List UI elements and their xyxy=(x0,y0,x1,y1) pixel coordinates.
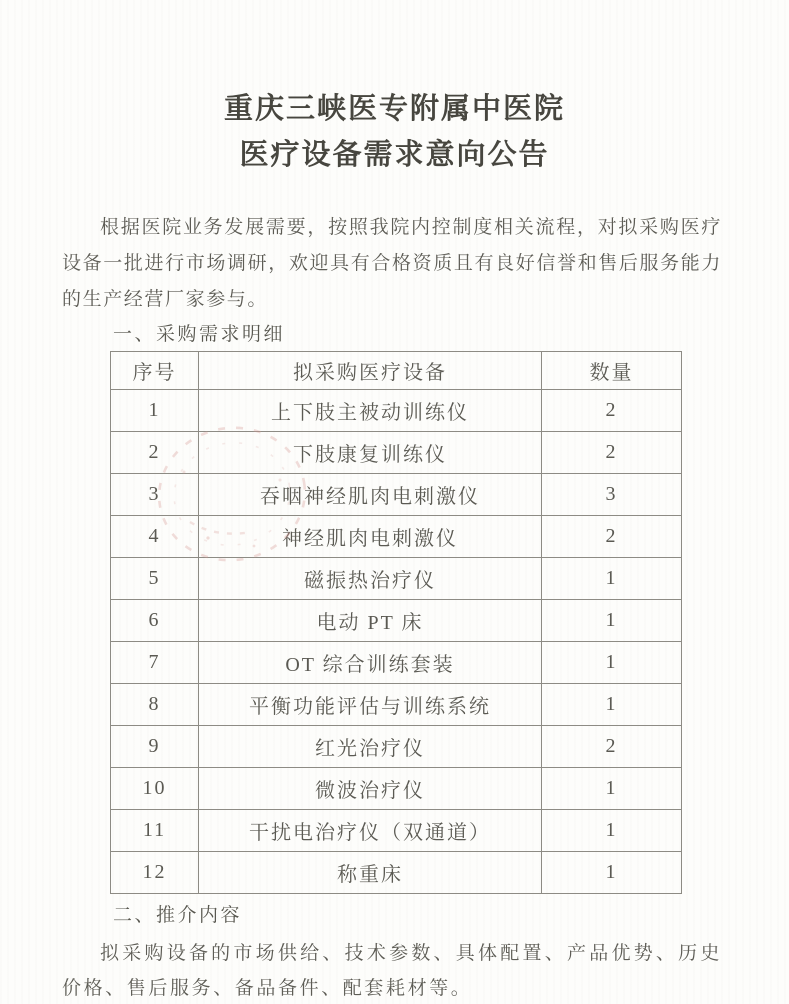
quantity-cell: 3 xyxy=(542,474,682,516)
device-cell: 电动 PT 床 xyxy=(199,600,542,642)
table-row xyxy=(111,390,682,432)
section-promotion-heading: 二、推介内容 xyxy=(113,905,243,926)
table-row xyxy=(111,768,682,810)
device-cell: 干扰电治疗仪（双通道） xyxy=(199,810,542,852)
serial-cell: 9 xyxy=(111,726,199,768)
table-row xyxy=(111,432,682,474)
quantity-cell: 2 xyxy=(542,390,682,432)
serial-cell: 2 xyxy=(111,432,199,474)
device-cell: 称重床 xyxy=(199,852,542,894)
quantity-cell: 2 xyxy=(542,726,682,768)
quantity-cell: 1 xyxy=(542,810,682,852)
device-cell: 吞咽神经肌肉电刺激仪 xyxy=(199,474,542,516)
serial-cell: 6 xyxy=(111,600,199,642)
serial-cell: 3 xyxy=(111,474,199,516)
serial-cell: 11 xyxy=(111,810,199,852)
promotion-paragraph: 拟采购设备的市场供给、技术参数、具体配置、产品优势、历史价格、售后服务、备品备件、配套耗材等。 xyxy=(62,943,722,999)
quantity-cell: 1 xyxy=(542,768,682,810)
document-title-line1: 重庆三峡医专附属中医院 xyxy=(223,93,565,125)
device-cell: 下肢康复训练仪 xyxy=(199,432,542,474)
serial-cell: 7 xyxy=(111,642,199,684)
table-row xyxy=(111,558,682,600)
document-title xyxy=(0,86,789,178)
procurement-table xyxy=(110,351,682,894)
device-cell: 红光治疗仪 xyxy=(199,726,542,768)
serial-cell: 10 xyxy=(111,768,199,810)
table-row xyxy=(111,516,682,558)
serial-cell: 1 xyxy=(111,390,199,432)
serial-cell: 4 xyxy=(111,516,199,558)
serial-cell: 8 xyxy=(111,684,199,726)
table-row xyxy=(111,642,682,684)
device-cell: 神经肌肉电刺激仪 xyxy=(199,516,542,558)
quantity-cell: 1 xyxy=(542,684,682,726)
table-row xyxy=(111,600,682,642)
serial-cell: 5 xyxy=(111,558,199,600)
device-cell: 磁振热治疗仪 xyxy=(199,558,542,600)
table-row xyxy=(111,810,682,852)
table-header-row xyxy=(111,352,682,390)
document-title-line2: 医疗设备需求意向公告 xyxy=(239,139,550,171)
device-cell: 平衡功能评估与训练系统 xyxy=(199,684,542,726)
table-row xyxy=(111,684,682,726)
table-row xyxy=(111,852,682,894)
quantity-column-header: 数量 xyxy=(542,352,682,390)
device-cell: OT 综合训练套装 xyxy=(199,642,542,684)
section-procurement-heading: 一、采购需求明细 xyxy=(113,324,286,345)
serial-column-header: 序号 xyxy=(111,352,199,390)
quantity-cell: 1 xyxy=(542,642,682,684)
quantity-cell: 1 xyxy=(542,558,682,600)
device-column-header: 拟采购医疗设备 xyxy=(199,352,542,390)
intro-paragraph: 根据医院业务发展需要，按照我院内控制度相关流程，对拟采购医疗设备一批进行市场调研，欢迎具有合格资质且有良好信誉和售后服务能力的生产经营厂家参与。 xyxy=(62,217,722,310)
serial-cell: 12 xyxy=(111,852,199,894)
quantity-cell: 2 xyxy=(542,432,682,474)
quantity-cell: 1 xyxy=(542,600,682,642)
table-row xyxy=(111,726,682,768)
quantity-cell: 2 xyxy=(542,516,682,558)
quantity-cell: 1 xyxy=(542,852,682,894)
device-cell: 上下肢主被动训练仪 xyxy=(199,390,542,432)
device-cell: 微波治疗仪 xyxy=(199,768,542,810)
table-row xyxy=(111,474,682,516)
